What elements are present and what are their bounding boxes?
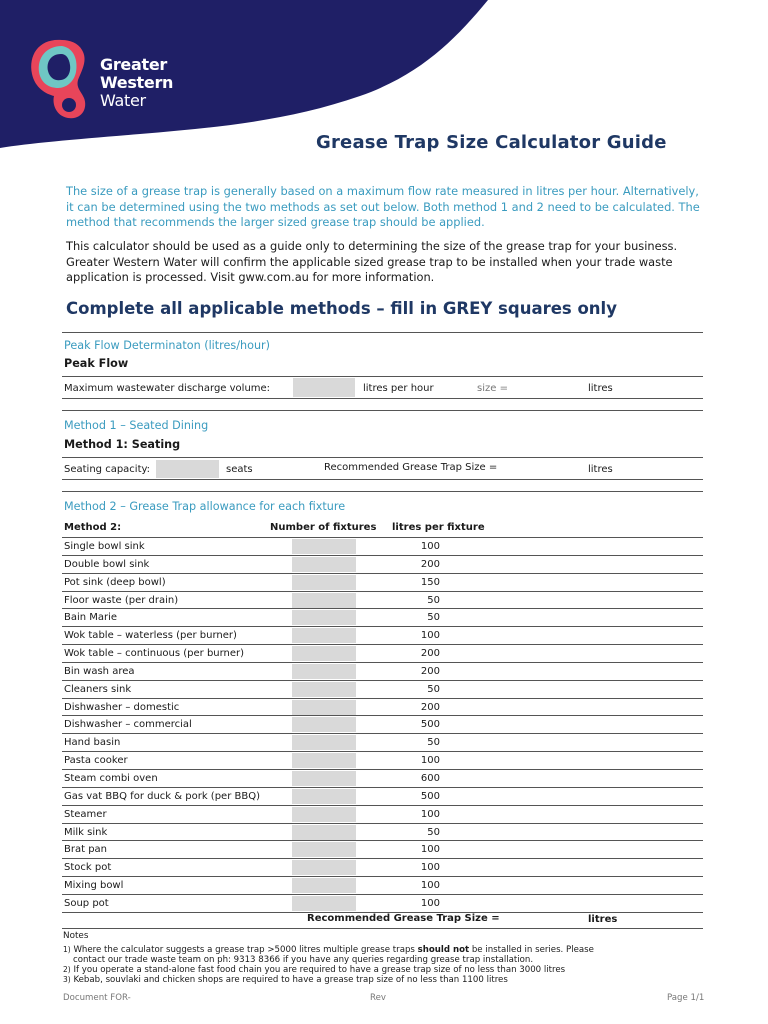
divider bbox=[62, 491, 703, 492]
fixtures-table bbox=[62, 537, 703, 912]
fixture-count-input[interactable] bbox=[292, 842, 356, 857]
fixture-count-input[interactable] bbox=[292, 771, 356, 786]
fixture-row bbox=[62, 805, 703, 823]
fixture-litres-value: 200 bbox=[420, 648, 440, 660]
fixture-name: Bin wash area bbox=[64, 665, 135, 677]
max-discharge-input[interactable] bbox=[293, 378, 355, 397]
fixture-count-input[interactable] bbox=[292, 646, 356, 661]
fixture-count-input[interactable] bbox=[292, 682, 356, 697]
fixture-name: Hand basin bbox=[64, 737, 121, 749]
method1-section-label: Method 1 – Seated Dining bbox=[64, 419, 209, 432]
fixture-count-input[interactable] bbox=[292, 735, 356, 750]
fixture-count-input[interactable] bbox=[292, 825, 356, 840]
fixture-name: Floor waste (per drain) bbox=[64, 594, 179, 606]
method1-recommended-size-label: Recommended Grease Trap Size = bbox=[324, 462, 498, 473]
divider bbox=[62, 376, 703, 377]
fixture-name: Soup pot bbox=[64, 897, 109, 909]
fixture-row bbox=[62, 591, 703, 609]
fixture-count-input[interactable] bbox=[292, 575, 356, 590]
fixture-row bbox=[62, 876, 703, 894]
size-label: size = bbox=[477, 383, 508, 394]
fixture-name: Steamer bbox=[64, 808, 107, 820]
fixture-count-input[interactable] bbox=[292, 896, 356, 911]
brand-line-1: Greater bbox=[100, 55, 167, 74]
fixture-litres-value: 200 bbox=[420, 665, 440, 677]
instruction-heading: Complete all applicable methods – fill in GREY squares only bbox=[66, 299, 617, 318]
divider bbox=[62, 479, 703, 480]
fixture-name: Dishwasher – commercial bbox=[64, 719, 192, 731]
fixture-row bbox=[62, 858, 703, 876]
fixture-row bbox=[62, 680, 703, 698]
fixture-name: Dishwasher – domestic bbox=[64, 701, 180, 713]
fixture-count-input[interactable] bbox=[292, 557, 356, 572]
note-2-number: 2) bbox=[63, 965, 71, 974]
fixture-row bbox=[62, 537, 703, 555]
fixture-count-input[interactable] bbox=[292, 593, 356, 608]
greater-western-water-logo-icon bbox=[26, 34, 96, 124]
fixture-name: Wok table – waterless (per burner) bbox=[64, 630, 237, 642]
note-1-number: 1) bbox=[63, 945, 71, 954]
fixture-count-input[interactable] bbox=[292, 539, 356, 554]
method2-size-unit: litres bbox=[588, 914, 618, 925]
fixture-row bbox=[62, 626, 703, 644]
fixture-name: Bain Marie bbox=[64, 612, 118, 624]
fixture-name: Stock pot bbox=[64, 862, 112, 874]
method2-section-label: Method 2 – Grease Trap allowance for each fixture bbox=[64, 500, 346, 513]
max-discharge-label: Maximum wastewater discharge volume: bbox=[64, 383, 271, 394]
fixture-litres-value: 50 bbox=[427, 737, 440, 749]
fixture-name: Cleaners sink bbox=[64, 683, 132, 695]
fixture-count-input[interactable] bbox=[292, 860, 356, 875]
fixture-row bbox=[62, 662, 703, 680]
fixture-name: Pot sink (deep bowl) bbox=[64, 576, 166, 588]
page-title: Grease Trap Size Calculator Guide bbox=[316, 132, 667, 153]
divider bbox=[62, 928, 703, 929]
fixture-count-input[interactable] bbox=[292, 700, 356, 715]
fixture-count-input[interactable] bbox=[292, 753, 356, 768]
note-3-number: 3) bbox=[63, 975, 71, 984]
divider bbox=[62, 398, 703, 399]
method2-recommended-size-label: Recommended Grease Trap Size = bbox=[307, 913, 500, 924]
fixture-litres-value: 50 bbox=[427, 826, 440, 838]
fixture-count-input[interactable] bbox=[292, 664, 356, 679]
note-1-continued: contact our trade waste team on ph: 9313 8366 if you have any queries regarding grease trap installation. bbox=[73, 955, 534, 965]
fixture-name: Steam combi oven bbox=[64, 772, 158, 784]
fixture-row bbox=[62, 733, 703, 751]
fixture-name: Brat pan bbox=[64, 844, 108, 856]
fixture-litres-value: 500 bbox=[420, 719, 440, 731]
note-1-text-end: be installed in series. Please bbox=[469, 945, 594, 955]
peak-size-unit: litres bbox=[588, 383, 613, 394]
fixture-row bbox=[62, 573, 703, 591]
fixture-row bbox=[62, 840, 703, 858]
fixture-row bbox=[62, 608, 703, 626]
fixture-litres-value: 150 bbox=[420, 576, 440, 588]
fixture-name: Double bowl sink bbox=[64, 558, 150, 570]
fixture-row bbox=[62, 823, 703, 841]
peak-flow-section-label: Peak Flow Determinaton (litres/hour) bbox=[64, 339, 271, 352]
method2-column-name: Method 2: bbox=[64, 522, 122, 533]
brand-line-2: Western bbox=[100, 73, 174, 92]
fixture-litres-value: 100 bbox=[420, 755, 440, 767]
divider bbox=[62, 410, 703, 411]
fixture-count-input[interactable] bbox=[292, 610, 356, 625]
fixture-count-input[interactable] bbox=[292, 717, 356, 732]
method1-heading: Method 1: Seating bbox=[64, 438, 181, 451]
fixture-name: Mixing bowl bbox=[64, 880, 124, 892]
fixture-row bbox=[62, 555, 703, 573]
number-of-fixtures-column: Number of fixtures bbox=[270, 522, 377, 533]
fixture-litres-value: 100 bbox=[420, 630, 440, 642]
fixture-row bbox=[62, 698, 703, 716]
fixture-litres-value: 500 bbox=[420, 790, 440, 802]
fixture-litres-value: 600 bbox=[420, 772, 440, 784]
fixture-name: Gas vat BBQ for duck & pork (per BBQ) bbox=[64, 790, 260, 802]
divider bbox=[62, 457, 703, 458]
footer-revision: Rev bbox=[370, 993, 386, 1003]
note-3-text: Kebab, souvlaki and chicken shops are required to have a grease trap size of no less than 1100 litres bbox=[73, 975, 508, 985]
fixture-name: Milk sink bbox=[64, 826, 108, 838]
litres-per-hour-unit: litres per hour bbox=[363, 383, 434, 394]
notes-title: Notes bbox=[63, 931, 89, 941]
peak-flow-heading: Peak Flow bbox=[64, 357, 129, 370]
fixture-name: Pasta cooker bbox=[64, 755, 128, 767]
note-1-text: Where the calculator suggests a grease trap >5000 litres multiple grease traps bbox=[73, 945, 418, 955]
fixture-litres-value: 50 bbox=[427, 683, 440, 695]
fixture-row bbox=[62, 644, 703, 662]
litres-per-fixture-column: litres per fixture bbox=[392, 522, 485, 533]
divider bbox=[62, 332, 703, 333]
fixture-row bbox=[62, 894, 703, 912]
seats-unit: seats bbox=[226, 464, 253, 475]
intro-paragraph-blue: The size of a grease trap is generally based on a maximum flow rate measured in litres per hour. Alternatively, it can be determined using the two methods as set out below. Both method 1 and 2 need to be calculated. The method that recommends the larger sized grease trap should be applied. bbox=[66, 184, 700, 229]
method1-size-unit: litres bbox=[588, 464, 613, 475]
fixture-litres-value: 200 bbox=[420, 558, 440, 570]
intro-paragraph: This calculator should be used as a guide only to determining the size of the grease trap for your business. Greater Western Water will confirm the applicable sized grease trap to be installed when your trade waste application is processed. Visit gww.com.au for more information. bbox=[66, 239, 678, 284]
fixture-name: Wok table – continuous (per burner) bbox=[64, 648, 245, 660]
fixture-count-input[interactable] bbox=[292, 807, 356, 822]
fixture-litres-value: 100 bbox=[420, 844, 440, 856]
fixture-count-input[interactable] bbox=[292, 789, 356, 804]
fixture-litres-value: 100 bbox=[420, 880, 440, 892]
fixture-litres-value: 100 bbox=[420, 808, 440, 820]
note-2 bbox=[63, 965, 663, 975]
note-3 bbox=[63, 975, 663, 985]
note-1 bbox=[63, 945, 663, 955]
fixture-litres-value: 100 bbox=[420, 897, 440, 909]
fixture-litres-value: 50 bbox=[427, 594, 440, 606]
fixture-row bbox=[62, 751, 703, 769]
fixture-count-input[interactable] bbox=[292, 628, 356, 643]
fixture-litres-value: 100 bbox=[420, 541, 440, 552]
note-2-text: If you operate a stand-alone fast food chain you are required to have a grease trap size of no less than 3000 litres bbox=[73, 965, 566, 975]
fixture-count-input[interactable] bbox=[292, 878, 356, 893]
footer-document-id: Document FOR- bbox=[63, 993, 131, 1003]
fixture-row bbox=[62, 769, 703, 787]
seating-capacity-label: Seating capacity: bbox=[64, 464, 151, 475]
seating-capacity-input[interactable] bbox=[156, 460, 219, 478]
fixture-litres-value: 200 bbox=[420, 701, 440, 713]
brand-line-3: Water bbox=[100, 91, 146, 110]
fixture-litres-value: 100 bbox=[420, 862, 440, 874]
footer-page-number: Page 1/1 bbox=[667, 993, 705, 1003]
fixture-row bbox=[62, 715, 703, 733]
fixture-row bbox=[62, 787, 703, 805]
note-1-emphasis: should not bbox=[417, 945, 470, 955]
fixture-litres-value: 50 bbox=[427, 612, 440, 624]
fixture-name: Single bowl sink bbox=[64, 541, 145, 552]
brand-wordmark bbox=[100, 56, 173, 110]
